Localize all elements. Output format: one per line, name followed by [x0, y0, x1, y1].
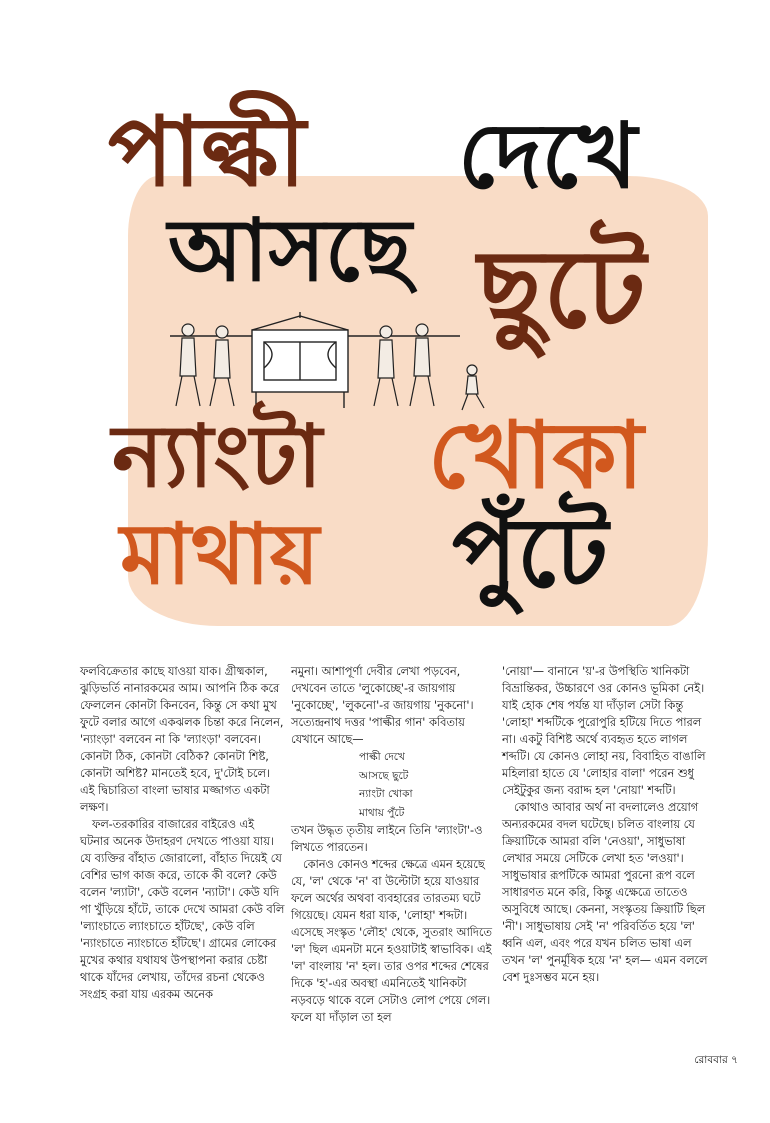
title-word-chhute: ছুটে	[478, 227, 646, 352]
page-folio: রোববার ৭	[694, 1054, 738, 1066]
paragraph: ফলবিক্রেতার কাছে যাওয়া যাক। গ্রীষ্মকাল, ঝুড়িভর্তি নানারকমের আম। আপনি ঠিক করে ফেললেন কোনটা কিনবেন, কিন্তু সে কথা মুখ ফুটে বলার আগে একঝলক চিন্তা করে নিলেন, 'ন্যাংড়া' বলবেন না কি 'ল্যাংড়া' বলবেন। কোনটা ঠিক, কোনটা বেঠিক? কোনটা শিষ্ট, কোনটা অশিষ্ট? মানতেই হবে, দু'টোই চলে। এই দ্বিচারিতা বাংলা ভাষার মজ্জাগত একটা লক্ষণ।	[80, 665, 284, 814]
poem-line: পাল্কী দেখে	[359, 751, 405, 763]
column-3	[502, 663, 710, 986]
paragraph: 'নোয়া'— বানানে 'য়'-র উপস্থিতি খানিকটা বিভ্রান্তিকর, উচ্চারণে ওর কোনও ভূমিকা নেই। যাই হোক শেষ পর্যন্ত যা দাঁড়াল সেটা কিন্তু 'লোহা' শব্দটিকে পুরোপুরি হটিয়ে দিতে পারল না। একটু বিশিষ্ট অর্থে ব্যবহৃত হতে লাগল শব্দটি। যে কোনও লোহা নয়, বিবাহিত বাঙালি মহিলারা হাতে যে 'লোহার বালা' পরেন শুধু সেইটুকুর জন্য বরাদ্দ হল 'নোয়া' শব্দটি।	[502, 665, 706, 797]
title-word-dekhe: দেখে	[458, 104, 638, 209]
title-word-ascche: আসছে	[168, 201, 412, 301]
column-1	[80, 663, 285, 1003]
paragraph: তখন উদ্ধৃত তৃতীয় লাইনে তিনি 'ল্যাংটা'-ও লিখতে পারতেন।	[291, 824, 483, 855]
poem-quote	[291, 748, 496, 822]
title-word-palki: পাল্কী	[108, 96, 306, 208]
poem-line: ন্যাংটা খোকা	[359, 788, 413, 801]
paragraph: কোনও কোনও শব্দের ক্ষেত্রে এমন হয়েছে যে, 'ল' থেকে 'ন' বা উল্টোটা হয়ে যাওয়ার ফলে অর্থের অথবা ব্যবহারের তারতম্য ঘটে গিয়েছে। যেমন ধরা যাক, 'লোহা' শব্দটা। এসেছে সংস্কৃত 'লৌহ' থেকে, সুতরাং আদিতে 'ল' ছিল এমনটা মনে হওয়াটাই স্বাভাবিক। এই 'ল' বাংলায় 'ন' হল। তার ওপর শব্দের শেষের দিকে 'হ'-এর অবস্থা এমনিতেই খানিকটা নড়বড়ে থাকে বলে সেটাও লোপ পেয়ে গেল। ফলে যা দাঁড়াল তা হল	[291, 858, 492, 1025]
column-2	[291, 663, 496, 1026]
paragraph: নমুনা। আশাপূর্ণা দেবীর লেখা পড়বেন, দেখবেন তাতে 'লুকোচ্ছে'-র জায়গায় 'নুকোচ্ছে', 'লুকনো'-র জায়গায় 'নুকনো'। সত্যেন্দ্রনাথ দত্তর 'পাল্কীর গান' কবিতায় যেখানে আছে—	[291, 665, 474, 746]
poem-line: মাথায় পুঁটে	[359, 806, 405, 819]
poem-line: আসছে ছুটে	[359, 769, 409, 782]
title-word-punte: পুঁটে	[452, 497, 609, 609]
title-word-mathay: মাথায়	[120, 505, 320, 603]
paragraph: ফল-তরকারির বাজারের বাইরেও এই ঘটনার অনেক উদাহরণ দেখতে পাওয়া যায়। যে ব্যক্তির বাঁহাত জোরালো, বাঁহাত দিয়েই যে বেশির ভাগ কাজ করে, তাকে কী বলে? কেউ বলেন 'ল্যাটা', কেউ বলেন 'ন্যাটা'। কেউ যদি পা খুঁড়িয়ে হাঁটে, তাকে দেখে আমরা কেউ বলি 'ল্যাংচাতে ল্যাংচাতে হাঁটছে', কেউ বলি 'ন্যাংচাতে ন্যাংচাতে হাঁটছে'। গ্রামের লোকের মুখের কথার যথাযথ উপস্থাপনা করার চেষ্টা থাকে যাঁদের লেখায়, তাঁদের রচনা থেকেও সংগ্রহ করা যায় এরকম অনেক	[80, 818, 285, 1001]
title-word-nyangta: ন্যাংটা	[112, 407, 323, 507]
title-word-khoka: খোকা	[428, 402, 644, 509]
paragraph: কোথাও আবার অর্থ না বদলালেও প্রয়োগ অন্যরকমের বদল ঘটেছে। চলিত বাংলায় যে ক্রিয়াটিকে আমরা বলি 'নেওয়া', সাধুভাষা লেখার সময়ে সেটিকে লেখা হত 'লওয়া'। সাধুভাষার রূপটিকে আমরা পুরনো রূপ বলে সাধারণত মনে করি, কিন্তু এক্ষেত্রে তাতেও অসুবিধে আছে। কেননা, সংস্কৃতয় ক্রিয়াটি ছিল 'নী'। সাধুভাষায় সেই 'ন' পরিবর্তিত হয়ে 'ল' ধ্বনি এল, এবং পরে যখন চলিত ভাষা এল তখন 'ল' পুনর্মূষিক হয়ে 'ন' হল— এমন বললে বেশ দুঃসম্ভব মনে হয়।	[502, 801, 708, 984]
